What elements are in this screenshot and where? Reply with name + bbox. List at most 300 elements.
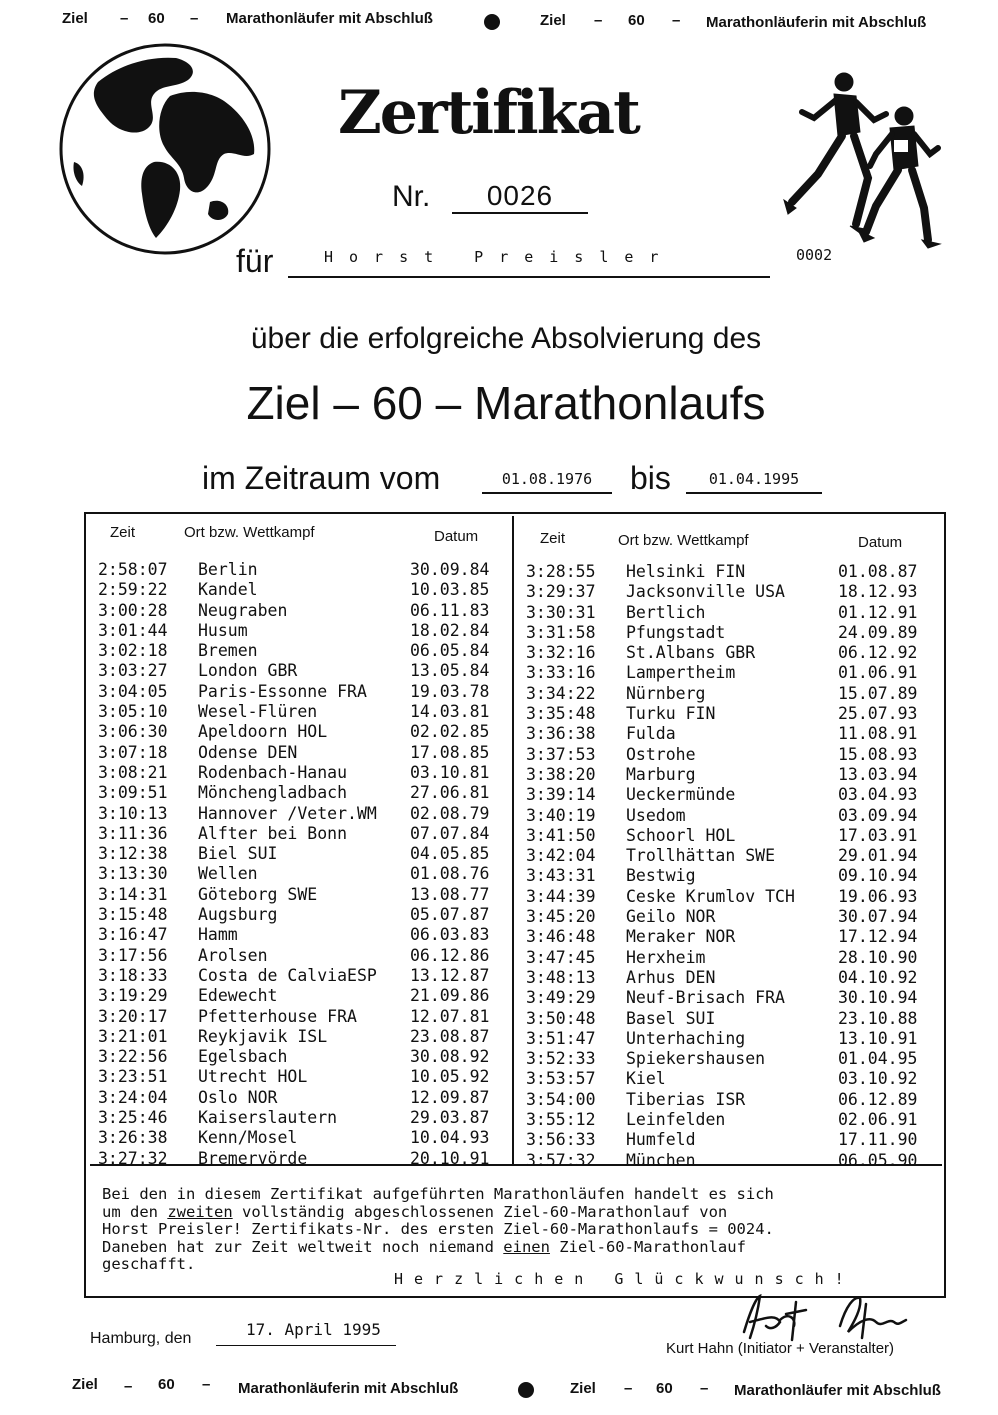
cell-date: 06.03.83 — [410, 925, 490, 945]
cell-time: 3:42:04 — [526, 846, 596, 866]
greeting: Herzlichen Glückwunsch! — [394, 1270, 855, 1288]
cell-time: 3:25:46 — [98, 1108, 168, 1128]
table-row — [98, 722, 508, 742]
cell-date: 06.12.89 — [838, 1089, 918, 1109]
cell-date: 29.03.87 — [410, 1108, 490, 1128]
cell-date: 29.01.94 — [838, 846, 918, 866]
cell-time: 3:57:32 — [526, 1150, 596, 1170]
table-row — [98, 560, 508, 580]
cell-place: Mönchengladbach — [198, 783, 348, 803]
cell-place: Pfetterhouse FRA — [198, 1006, 357, 1026]
nr-value: 0026 — [452, 180, 588, 214]
cell-time: 3:35:48 — [526, 704, 596, 724]
table-row — [526, 948, 938, 968]
cell-time: 3:46:48 — [526, 927, 596, 947]
cell-time: 3:12:38 — [98, 844, 168, 864]
table-row — [526, 907, 938, 927]
cell-date: 06.05.84 — [410, 641, 490, 661]
cell-date: 20.10.91 — [410, 1148, 490, 1168]
band-number: 60 — [158, 1376, 175, 1393]
cell-place: Reykjavik ISL — [198, 1026, 328, 1046]
table-row — [98, 925, 508, 945]
table-row — [526, 1151, 938, 1171]
cell-date: 03.10.92 — [838, 1069, 918, 1089]
cell-place: Bertlich — [626, 602, 706, 622]
cell-date: 11.08.91 — [838, 724, 918, 744]
cell-date: 13.08.77 — [410, 884, 490, 904]
note-line — [102, 1239, 922, 1257]
note-line: Bei den in diesem Zertifikat aufgeführten Marathonläufen handelt es sich — [102, 1185, 774, 1203]
table-row — [526, 1029, 938, 1049]
place-label: Hamburg, den — [90, 1330, 192, 1347]
note-fragment: Ziel-60-Marathonlauf — [549, 1237, 746, 1256]
cell-place: Neuf-Brisach FRA — [626, 988, 785, 1008]
table-row — [98, 1027, 508, 1047]
cell-time: 3:22:56 — [98, 1047, 168, 1067]
header-place: Ort bzw. Wettkampf — [618, 532, 749, 549]
cell-date: 30.07.94 — [838, 907, 918, 927]
table-row — [526, 582, 938, 602]
cell-place: Turku FIN — [626, 704, 716, 724]
cell-date: 17.11.90 — [838, 1130, 918, 1150]
table-row — [526, 603, 938, 623]
cell-place: Rodenbach-Hanau — [198, 762, 348, 782]
cell-date: 15.08.93 — [838, 744, 918, 764]
band-word: Ziel — [72, 1376, 98, 1393]
cell-date: 01.08.87 — [838, 562, 918, 581]
bottom-band — [0, 1376, 998, 1406]
band-dash: – — [190, 10, 199, 27]
cell-time: 3:36:38 — [526, 724, 596, 744]
runners-icon — [778, 62, 944, 254]
cell-date: 17.12.94 — [838, 927, 918, 947]
secondary-number: 0002 — [796, 246, 833, 264]
signer-name: Kurt Hahn (Initiator + Veranstalter) — [666, 1340, 895, 1357]
cell-place: Kandel — [198, 580, 258, 600]
cell-date: 07.07.84 — [410, 823, 490, 843]
band-word: Ziel — [540, 12, 566, 29]
cell-date: 02.06.91 — [838, 1110, 918, 1130]
cell-time: 3:27:32 — [98, 1148, 168, 1168]
cell-place: Hannover /Veter.WM — [198, 803, 377, 823]
cell-time: 3:01:44 — [98, 620, 168, 640]
event-name: Ziel – 60 – Marathonlaufs — [246, 377, 766, 429]
band-dot — [518, 1382, 534, 1398]
cell-time: 3:21:01 — [98, 1026, 168, 1046]
cell-date: 23.08.87 — [410, 1026, 490, 1046]
cell-date: 10.05.92 — [410, 1067, 490, 1087]
cell-date: 01.08.76 — [410, 864, 490, 884]
cell-time: 3:19:29 — [98, 986, 168, 1006]
cell-time: 3:55:12 — [526, 1110, 596, 1130]
table-row — [98, 1088, 508, 1108]
cell-date: 13.12.87 — [410, 965, 490, 985]
table-row — [526, 1090, 938, 1110]
cell-time: 3:28:55 — [526, 562, 596, 581]
cell-time: 3:05:10 — [98, 702, 168, 722]
table-row — [526, 785, 938, 805]
cell-place: Kenn/Mosel — [198, 1128, 298, 1148]
table-row — [526, 968, 938, 988]
table-row — [526, 765, 938, 785]
table-row — [98, 1128, 508, 1148]
cell-place: Costa de CalviaESP — [198, 965, 377, 985]
cell-time: 3:39:14 — [526, 785, 596, 805]
cell-date: 18.12.93 — [838, 582, 918, 602]
cell-date: 01.04.95 — [838, 1049, 918, 1069]
band-dash: – — [672, 12, 681, 29]
recipient-name: Horst Preisler — [288, 248, 770, 278]
table-row — [98, 1067, 508, 1087]
table-row — [98, 986, 508, 1006]
cell-time: 3:13:30 — [98, 864, 168, 884]
cell-time: 3:51:47 — [526, 1028, 596, 1048]
subtitle-line: über die erfolgreiche Absolvierung des — [250, 322, 762, 355]
band-number: 60 — [628, 12, 645, 29]
cell-time: 3:56:33 — [526, 1130, 596, 1150]
band-word: Ziel — [62, 10, 88, 27]
cell-place: Biel SUI — [198, 844, 278, 864]
table-row — [98, 580, 508, 600]
band-dash: – — [124, 1378, 133, 1395]
header-time: Zeit — [110, 524, 136, 541]
table-row — [526, 1110, 938, 1130]
results-right-column — [526, 562, 938, 1171]
band-text: Marathonläufer mit Abschluß — [226, 10, 433, 27]
table-row — [526, 704, 938, 724]
certificate-title: Zertifikat — [338, 78, 639, 148]
cell-time: 3:23:51 — [98, 1067, 168, 1087]
cell-place: Berlin — [198, 560, 258, 579]
cell-date: 19.06.93 — [838, 886, 918, 906]
cell-date: 05.07.87 — [410, 905, 490, 925]
table-row — [98, 763, 508, 783]
table-row — [98, 966, 508, 986]
cell-place: Ostrohe — [626, 744, 696, 764]
cell-date: 18.02.84 — [410, 620, 490, 640]
cell-place: Utrecht HOL — [198, 1067, 308, 1087]
cell-place: Apeldoorn HOL — [198, 722, 328, 742]
cell-date: 30.10.94 — [838, 988, 918, 1008]
band-dash: – — [594, 12, 603, 29]
note-emphasis: zweiten — [167, 1202, 233, 1221]
band-dot — [484, 14, 500, 30]
cell-time: 3:45:20 — [526, 907, 596, 927]
note-fragment: vollständig abgeschlossenen Ziel-60-Marathonlauf von — [232, 1202, 728, 1221]
band-text: Marathonläuferin mit Abschluß — [238, 1380, 459, 1397]
cell-date: 06.12.86 — [410, 945, 490, 965]
note-fragment: Daneben hat zur Zeit weltweit noch niemand — [102, 1237, 504, 1256]
period-to-label: bis — [630, 460, 671, 496]
cell-place: Egelsbach — [198, 1047, 288, 1067]
note-text — [102, 1186, 922, 1274]
cell-place: Marburg — [626, 764, 696, 784]
note-fragment: um den — [102, 1202, 168, 1221]
cell-time: 3:30:31 — [526, 602, 596, 622]
cell-place: Ceske Krumlov TCH — [626, 886, 795, 906]
cell-place: Neugraben — [198, 600, 288, 620]
cell-time: 3:20:17 — [98, 1006, 168, 1026]
table-row — [526, 927, 938, 947]
table-row — [526, 724, 938, 744]
table-row — [98, 641, 508, 661]
header-date: Datum — [434, 528, 479, 545]
cell-place: St.Albans GBR — [626, 643, 756, 663]
globe-icon — [58, 42, 272, 256]
table-row — [526, 826, 938, 846]
table-row — [98, 1108, 508, 1128]
band-word: Ziel — [570, 1380, 596, 1397]
cell-time: 3:08:21 — [98, 762, 168, 782]
note-line: Horst Preisler! Zertifikats-Nr. des ersten Ziel-60-Marathonlaufs = 0024. — [102, 1220, 774, 1238]
cell-date: 06.05.90 — [838, 1150, 918, 1170]
band-dash: – — [120, 10, 129, 27]
cell-date: 13.03.94 — [838, 764, 918, 784]
band-dash: – — [624, 1380, 633, 1397]
band-dash: – — [700, 1380, 709, 1397]
results-left-column — [98, 560, 508, 1169]
cell-date: 13.05.84 — [410, 661, 490, 681]
cell-time: 3:48:13 — [526, 967, 596, 987]
cell-date: 04.10.92 — [838, 967, 918, 987]
cell-date: 27.06.81 — [410, 783, 490, 803]
band-text: Marathonläufer mit Abschluß — [734, 1382, 941, 1399]
table-row — [526, 663, 938, 683]
cell-time: 3:06:30 — [98, 722, 168, 742]
table-row — [526, 866, 938, 886]
header-place: Ort bzw. Wettkampf — [184, 524, 315, 541]
cell-time: 3:50:48 — [526, 1008, 596, 1028]
band-number: 60 — [148, 10, 165, 27]
cell-time: 3:54:00 — [526, 1089, 596, 1109]
period-label: im Zeitraum vom — [202, 460, 441, 496]
table-row — [526, 623, 938, 643]
cell-date: 24.09.89 — [838, 622, 918, 642]
cell-time: 3:02:18 — [98, 641, 168, 661]
period-to: 01.04.1995 — [686, 470, 822, 494]
cell-place: Wellen — [198, 864, 258, 884]
cell-time: 3:41:50 — [526, 825, 596, 845]
cell-time: 3:03:27 — [98, 661, 168, 681]
cell-time: 3:44:39 — [526, 886, 596, 906]
cell-date: 03.04.93 — [838, 785, 918, 805]
cell-place: Basel SUI — [626, 1008, 716, 1028]
cell-date: 13.10.91 — [838, 1028, 918, 1048]
table-row — [98, 661, 508, 681]
table-row — [98, 783, 508, 803]
period-from: 01.08.1976 — [482, 470, 612, 494]
cell-date: 28.10.90 — [838, 947, 918, 967]
table-row — [526, 1069, 938, 1089]
table-row — [98, 702, 508, 722]
note-line: geschafft. — [102, 1255, 196, 1273]
cell-time: 3:26:38 — [98, 1128, 168, 1148]
cell-date: 01.12.91 — [838, 602, 918, 622]
cell-time: 3:16:47 — [98, 925, 168, 945]
table-row — [526, 684, 938, 704]
note-line — [102, 1204, 922, 1222]
cell-place: Spiekershausen — [626, 1049, 766, 1069]
cell-date: 06.11.83 — [410, 600, 490, 620]
cell-place: Helsinki FIN — [626, 562, 746, 581]
cell-time: 3:14:31 — [98, 884, 168, 904]
table-row — [526, 1130, 938, 1150]
header-time: Zeit — [540, 530, 566, 547]
cell-date: 03.09.94 — [838, 805, 918, 825]
cell-time: 3:37:53 — [526, 744, 596, 764]
cell-time: 3:10:13 — [98, 803, 168, 823]
cell-date: 21.09.86 — [410, 986, 490, 1006]
signature-image — [736, 1292, 914, 1344]
table-row — [526, 846, 938, 866]
cell-place: Fulda — [626, 724, 676, 744]
top-band — [0, 6, 998, 36]
table-row — [526, 1009, 938, 1029]
cell-place: Hamm — [198, 925, 238, 945]
cell-time: 3:49:29 — [526, 988, 596, 1008]
cell-place: Unterhaching — [626, 1028, 746, 1048]
cell-date: 17.03.91 — [838, 825, 918, 845]
cell-place: Edewecht — [198, 986, 278, 1006]
cell-time: 3:40:19 — [526, 805, 596, 825]
cell-place: Pfungstadt — [626, 622, 726, 642]
cell-place: Meraker NOR — [626, 927, 736, 947]
cell-place: Alfter bei Bonn — [198, 823, 348, 843]
cell-time: 2:59:22 — [98, 580, 168, 600]
cell-place: Bestwig — [626, 866, 696, 886]
cell-date: 30.08.92 — [410, 1047, 490, 1067]
table-row — [526, 562, 938, 582]
note-emphasis: einen — [503, 1237, 550, 1256]
table-row — [98, 743, 508, 763]
table-row — [98, 844, 508, 864]
cell-time: 3:33:16 — [526, 663, 596, 683]
cell-time: 3:15:48 — [98, 905, 168, 925]
cell-place: Ueckermünde — [626, 785, 736, 805]
cell-place: Kiel — [626, 1069, 666, 1089]
cell-time: 3:29:37 — [526, 582, 596, 602]
cell-date: 10.03.85 — [410, 580, 490, 600]
cell-place: Kaiserslautern — [198, 1108, 338, 1128]
cell-place: Arolsen — [198, 945, 268, 965]
nr-label: Nr. — [392, 180, 431, 213]
cell-place: Oslo NOR — [198, 1087, 278, 1107]
cell-time: 3:11:36 — [98, 823, 168, 843]
table-row — [98, 682, 508, 702]
cell-place: Göteborg SWE — [198, 884, 318, 904]
cell-time: 3:43:31 — [526, 866, 596, 886]
table-row — [98, 864, 508, 884]
cell-time: 3:34:22 — [526, 683, 596, 703]
fuer-label: für — [236, 243, 274, 279]
cell-date: 10.04.93 — [410, 1128, 490, 1148]
cell-time: 3:52:33 — [526, 1049, 596, 1069]
cell-place: Schoorl HOL — [626, 825, 736, 845]
table-row — [526, 806, 938, 826]
cell-place: Usedom — [626, 805, 686, 825]
cell-time: 3:04:05 — [98, 681, 168, 701]
cell-place: München — [626, 1150, 696, 1170]
cell-place: Augsburg — [198, 905, 278, 925]
cell-date: 14.03.81 — [410, 702, 490, 722]
cell-time: 3:00:28 — [98, 600, 168, 620]
cell-date: 23.10.88 — [838, 1008, 918, 1028]
cell-place: Geilo NOR — [626, 907, 716, 927]
column-divider — [512, 516, 514, 1164]
cell-place: Odense DEN — [198, 742, 298, 762]
header-date: Datum — [858, 534, 903, 551]
cell-date: 03.10.81 — [410, 762, 490, 782]
cell-date: 19.03.78 — [410, 681, 490, 701]
cell-time: 3:31:58 — [526, 622, 596, 642]
cell-date: 09.10.94 — [838, 866, 918, 886]
table-row — [98, 621, 508, 641]
table-row — [526, 887, 938, 907]
cell-place: London GBR — [198, 661, 298, 681]
cell-time: 3:09:51 — [98, 783, 168, 803]
cell-place: Humfeld — [626, 1130, 696, 1150]
cell-time: 3:47:45 — [526, 947, 596, 967]
table-row — [98, 1149, 508, 1169]
cell-place: Bremen — [198, 641, 258, 661]
signing-date: 17. April 1995 — [216, 1320, 396, 1346]
table-row — [526, 988, 938, 1008]
table-row — [98, 804, 508, 824]
table-row — [98, 905, 508, 925]
cell-date: 15.07.89 — [838, 683, 918, 703]
cell-place: Paris-Essonne FRA — [198, 681, 367, 701]
cell-date: 01.06.91 — [838, 663, 918, 683]
band-dash: – — [202, 1376, 211, 1393]
table-row — [98, 1047, 508, 1067]
cell-date: 25.07.93 — [838, 704, 918, 724]
cell-date: 06.12.92 — [838, 643, 918, 663]
cell-time: 3:24:04 — [98, 1087, 168, 1107]
cell-date: 30.09.84 — [410, 560, 490, 579]
cell-time: 3:07:18 — [98, 742, 168, 762]
band-number: 60 — [656, 1380, 673, 1397]
cell-time: 3:53:57 — [526, 1069, 596, 1089]
band-text: Marathonläuferin mit Abschluß — [706, 14, 927, 31]
cell-place: Herxheim — [626, 947, 706, 967]
cell-date: 12.07.81 — [410, 1006, 490, 1026]
cell-place: Lampertheim — [626, 663, 736, 683]
cell-time: 3:18:33 — [98, 965, 168, 985]
cell-time: 3:32:16 — [526, 643, 596, 663]
cell-time: 2:58:07 — [98, 560, 168, 579]
cell-date: 17.08.85 — [410, 742, 490, 762]
cell-time: 3:17:56 — [98, 945, 168, 965]
cell-date: 04.05.85 — [410, 844, 490, 864]
cell-time: 3:38:20 — [526, 764, 596, 784]
table-row — [98, 1007, 508, 1027]
cell-place: Bremervörde — [198, 1148, 308, 1168]
cell-date: 02.02.85 — [410, 722, 490, 742]
cell-date: 02.08.79 — [410, 803, 490, 823]
table-row — [98, 885, 508, 905]
cell-place: Jacksonville USA — [626, 582, 785, 602]
table-row — [98, 946, 508, 966]
cell-place: Arhus DEN — [626, 967, 716, 987]
table-row — [526, 1049, 938, 1069]
cell-place: Leinfelden — [626, 1110, 726, 1130]
cell-date: 12.09.87 — [410, 1087, 490, 1107]
table-row — [526, 643, 938, 663]
cell-place: Husum — [198, 620, 248, 640]
table-row — [98, 824, 508, 844]
table-row — [98, 601, 508, 621]
cell-place: Trollhättan SWE — [626, 846, 776, 866]
